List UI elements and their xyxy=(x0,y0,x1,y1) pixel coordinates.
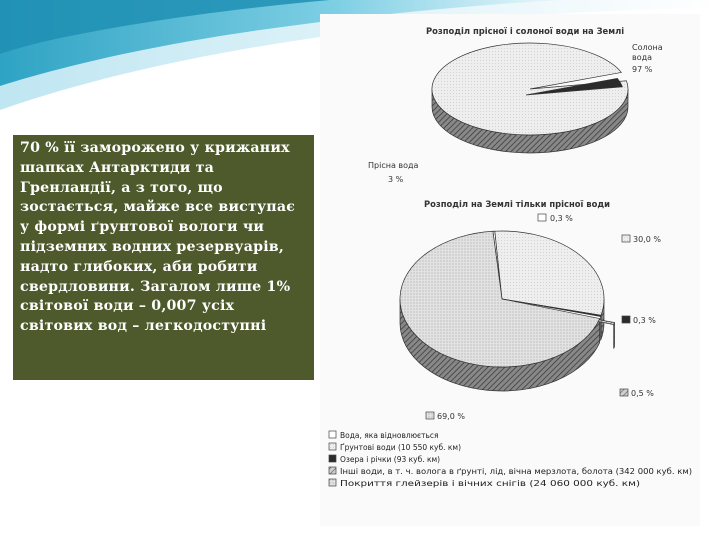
chart2-legend xyxy=(329,431,692,488)
description-text: 70 % її заморожено у крижаних шапках Антарктиди та Гренландії, а з того, що зостається, майже все виступає у формі ґрунтової вологи чи підземних водних резервуарів, надто глибоких, аби робити свердловини. Загалом лише 1% світової води – 0,007 усіх світових вод – легкодоступні xyxy=(20,140,296,335)
chart2-label-groundwater xyxy=(622,235,661,244)
chart2-label-glaciers xyxy=(426,412,465,421)
chart1-label-salt-line2: вода xyxy=(632,53,653,62)
legend-item xyxy=(329,467,692,476)
svg-text:Інші води, в т. ч. волога в ґр: Інші води, в т. ч. волога в ґрунті, лід, вічна мерзлота, болота (342 000 куб. км) xyxy=(340,467,693,476)
legend-item xyxy=(329,479,640,488)
legend-item xyxy=(329,455,440,464)
chart1-label-fresh: Прісна вода xyxy=(368,161,419,170)
svg-text:Покриття глейзерів і вічних сн: Покриття глейзерів і вічних снігів (24 060 000 куб. км) xyxy=(340,479,641,488)
svg-text:Озера і річки (93 куб. км): Озера і річки (93 куб. км) xyxy=(340,455,441,464)
svg-text:Вода, яка відновлюється: Вода, яка відновлюється xyxy=(340,431,439,440)
chart2-label-other xyxy=(620,389,654,398)
svg-text:69,0 %: 69,0 % xyxy=(437,412,465,421)
legend-item xyxy=(329,443,461,452)
charts-svg xyxy=(320,14,700,526)
svg-text:0,3 %: 0,3 % xyxy=(550,214,573,223)
svg-text:Ґрунтові води (10 550 куб. км): Ґрунтові води (10 550 куб. км) xyxy=(340,443,462,452)
svg-text:0,3 %: 0,3 % xyxy=(633,316,656,325)
chart1-value-fresh: 3 % xyxy=(388,175,404,184)
chart2-label-lakes xyxy=(622,316,656,325)
legend-item xyxy=(329,431,439,440)
chart1-title: Розподіл прісної і солоної води на Землі xyxy=(426,26,625,36)
pie-slice-side xyxy=(614,323,615,349)
chart1-pie xyxy=(432,43,628,153)
chart2-title: Розподіл на Землі тільки прісної води xyxy=(424,199,610,209)
svg-text:30,0 %: 30,0 % xyxy=(633,235,661,244)
pie-charts-figure xyxy=(320,14,700,526)
chart1-label-salt-line1: Солона xyxy=(632,43,663,52)
chart2-pie xyxy=(400,231,615,391)
chart1-value-salt: 97 % xyxy=(632,65,653,74)
description-text-box xyxy=(13,135,314,380)
chart2-label-renewable xyxy=(538,214,573,223)
svg-text:0,5 %: 0,5 % xyxy=(631,389,654,398)
